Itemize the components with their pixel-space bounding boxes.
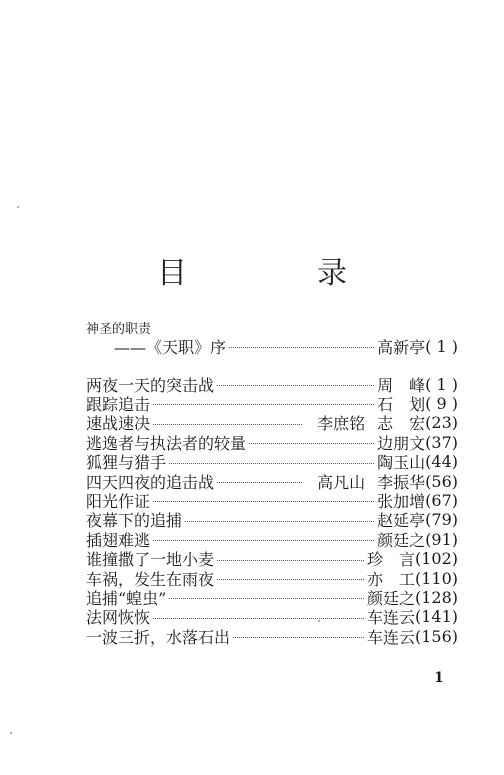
toc-entry-page: (56)	[425, 471, 458, 491]
toc-entry-title: 法网恢恢	[86, 608, 151, 628]
toc-entry-author: 边朋文	[377, 433, 426, 453]
toc-entry-title: 夜幕下的追捕	[86, 511, 183, 531]
leader-dots	[153, 540, 374, 541]
leader-dots	[229, 347, 374, 348]
toc-entry-page: (44)	[425, 452, 458, 472]
toc-entry-author: 颜廷之	[377, 530, 426, 550]
toc-entry-title: 两夜一天的突击战	[86, 375, 215, 395]
toc-entry-page: (37)	[425, 432, 458, 452]
toc-entry-author: 周 峰	[377, 375, 426, 395]
toc-entry-title: 四天四夜的追击战	[86, 472, 215, 492]
toc-entry-title: 谁撞撒了一地小麦	[86, 550, 215, 570]
leader-dots	[217, 579, 364, 580]
leader-dots	[217, 385, 374, 386]
toc-entry-title: 跟踪追击	[86, 394, 151, 414]
toc-entry-title: 速战速决	[86, 414, 151, 434]
leader-dots	[217, 482, 302, 483]
leader-dots	[153, 424, 302, 425]
leader-dots	[185, 521, 374, 522]
toc-entry-title: 阳光作证	[86, 491, 151, 511]
leader-dots	[233, 637, 364, 638]
scan-speck	[10, 732, 12, 734]
page-number: 1	[434, 670, 444, 686]
leader-dots	[153, 404, 374, 405]
leader-dots	[153, 618, 364, 619]
preface-heading: 神圣的职责	[86, 322, 152, 337]
toc-entry-page: (91)	[425, 529, 458, 549]
toc-entry-page: (128)	[414, 587, 458, 607]
toc-entry-author: 高新亭	[377, 337, 426, 357]
toc-entry-author: 车连云	[366, 608, 415, 628]
toc-entry-author: 赵延亭	[377, 511, 426, 531]
leader-dots	[169, 463, 374, 464]
toc-entry-page: (79)	[425, 510, 458, 530]
toc-entry-page: (141)	[414, 607, 458, 627]
toc-entry-author: 珍 言	[366, 550, 415, 570]
toc-entry-page: (156)	[414, 626, 458, 646]
toc-entry-title: 一波三折，水落石出	[86, 627, 231, 647]
toc-entry-page: ( 1 )	[425, 374, 458, 394]
toc-entry-author: 亦 工	[366, 569, 415, 589]
toc-entry-page: ( 1 )	[425, 336, 458, 356]
toc-entry-title: 插翅难逃	[86, 530, 151, 550]
toc-entry-page: ( 9 )	[425, 393, 458, 413]
toc-entry-page: (102)	[414, 549, 458, 569]
toc-entry-coauthor: 李庶铭	[317, 414, 366, 434]
scan-speck	[17, 206, 19, 208]
toc-entry-coauthor: 高凡山	[317, 472, 366, 492]
toc-entry-author: 李振华	[377, 472, 426, 492]
toc-entry-title: 车祸，发生在雨夜	[86, 569, 215, 589]
leader-dots	[249, 443, 374, 444]
toc-entry[interactable]	[86, 626, 458, 646]
toc-entry-page: (23)	[425, 413, 458, 433]
toc-entry-title: 狐狸与猎手	[86, 453, 167, 473]
leader-dots	[217, 560, 364, 561]
toc-entry-author: 张加增	[377, 491, 426, 511]
toc-entry-title: 追捕“蝗虫”	[86, 588, 167, 608]
toc-entry-title: ——《天职》序	[114, 337, 227, 357]
toc-entry-preface[interactable]	[86, 336, 458, 356]
toc-entry-page: (67)	[425, 490, 458, 510]
leader-dots	[153, 501, 374, 502]
toc-entry-title: 逃逸者与执法者的较量	[86, 433, 247, 453]
toc-entry-author: 志 宏	[377, 414, 426, 434]
toc-entry-author: 石 划	[377, 394, 426, 414]
leader-dots	[169, 598, 364, 599]
scan-speck	[318, 620, 320, 622]
toc-entry-author: 陶玉山	[377, 453, 426, 473]
toc-entry-page: (110)	[414, 568, 458, 588]
toc-entry-author: 车连云	[366, 627, 415, 647]
page-title: 目 录	[157, 256, 397, 291]
toc-entry-author: 颜廷之	[366, 588, 415, 608]
